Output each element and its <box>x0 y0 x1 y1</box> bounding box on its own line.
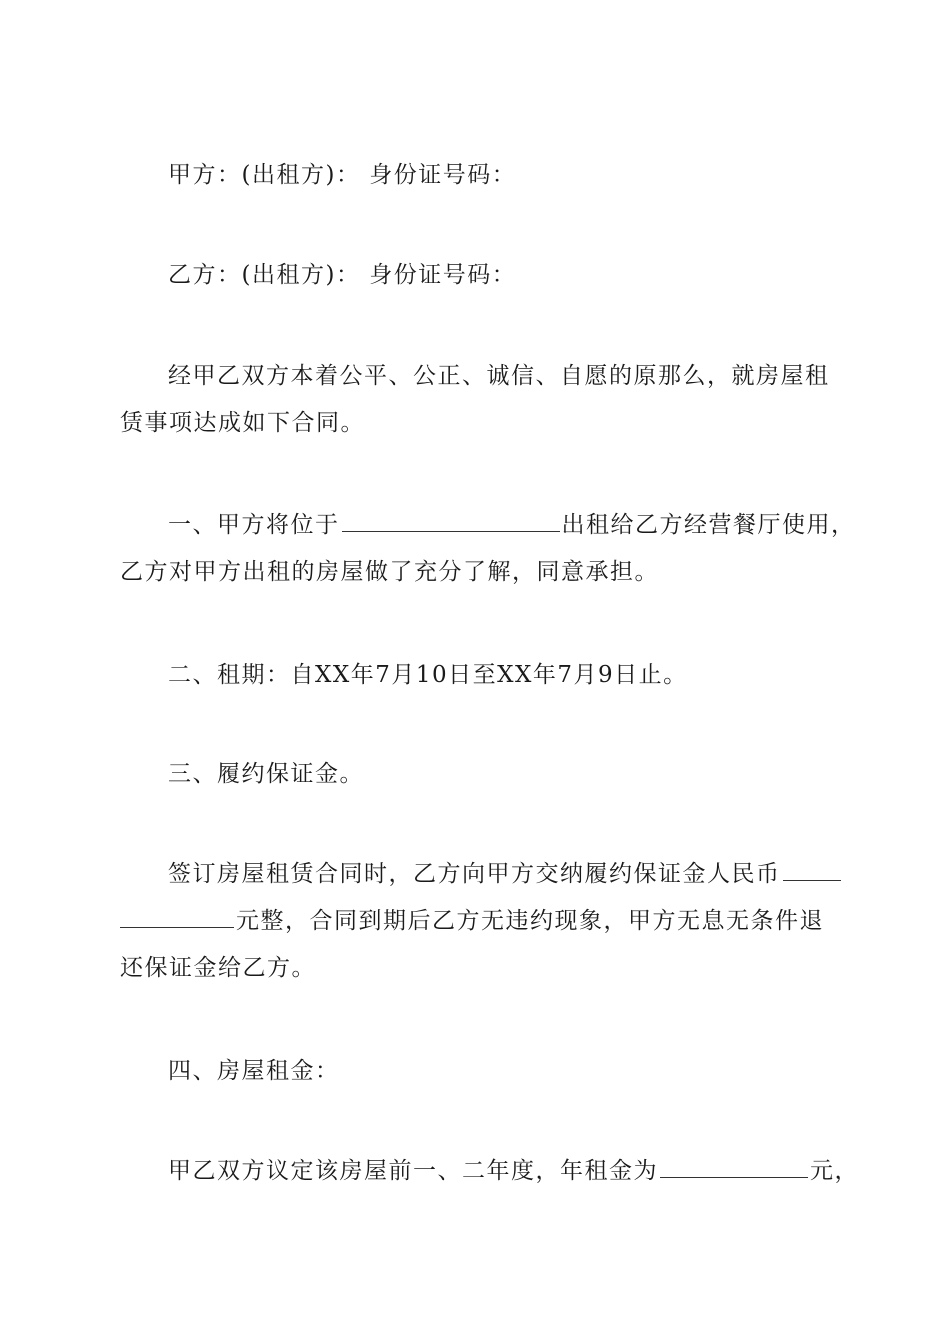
address-blank <box>342 503 560 532</box>
clause-1-line-1 <box>120 502 856 549</box>
clause-1-paragraph <box>120 502 856 596</box>
intro-line-2: 赁事项达成如下合同。 <box>120 410 365 436</box>
intro-line-1: 经甲乙双方本着公平、公正、诚信、自愿的原那么，就房屋租 <box>168 363 830 389</box>
clause-3-title-text: 三、履约保证金。 <box>168 761 364 787</box>
intro-paragraph <box>120 353 840 447</box>
clause-1-line-2: 乙方对甲方出租的房屋做了充分了解，同意承担。 <box>120 559 659 585</box>
clause-4-body <box>120 1148 859 1195</box>
clause-4-line-1 <box>120 1148 859 1195</box>
clause-3-line-1 <box>120 851 840 898</box>
party-b-line <box>120 252 840 299</box>
clause-3-body <box>120 851 840 992</box>
clause-1-line-1-post: 出租给乙方经营餐厅使用， <box>561 512 856 538</box>
clause-4-title <box>120 1048 840 1095</box>
deposit-blank-part-1 <box>783 852 841 881</box>
deposit-blank-part-2 <box>120 899 234 928</box>
clause-4-line-1-pre: 甲乙双方议定该房屋前一、二年度，年租金为 <box>168 1158 658 1184</box>
party-a-text: 甲方：(出租方)： 身份证号码： <box>168 162 517 188</box>
clause-3-line-2-post: 元整，合同到期后乙方无违约现象，甲方无息无条件退 <box>236 908 824 934</box>
clause-1-line-1-pre: 一、甲方将位于 <box>168 512 340 538</box>
party-a-line <box>120 152 840 199</box>
clause-4-line-1-post: 元， <box>810 1158 859 1184</box>
clause-3-title <box>120 751 840 798</box>
clause-2-paragraph <box>120 652 840 699</box>
clause-4-title-text: 四、房屋租金： <box>168 1058 340 1084</box>
clause-3-line-3: 还保证金给乙方。 <box>120 955 316 981</box>
party-b-text: 乙方：(出租方)： 身份证号码： <box>168 262 517 288</box>
rent-blank <box>660 1149 808 1178</box>
clause-2-text: 二、租期：自XX年7月10日至XX年7月9日止。 <box>168 662 688 688</box>
clause-3-line-2 <box>120 898 840 945</box>
clause-3-line-1-text: 签订房屋租赁合同时，乙方向甲方交纳履约保证金人民币 <box>168 861 781 887</box>
